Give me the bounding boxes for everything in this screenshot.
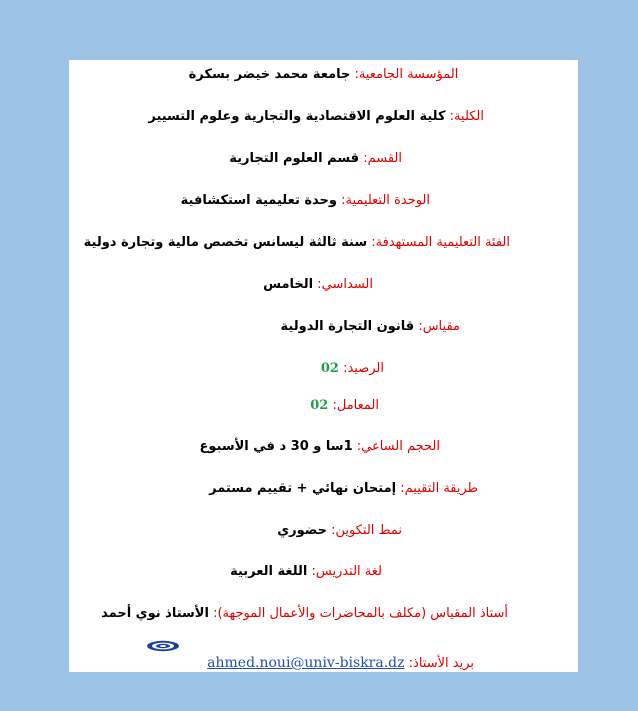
mail-logo-icon [146, 640, 180, 652]
target-value: سنة ثالثة ليسانس تخصص مالية وتجارة دولية [83, 235, 368, 250]
evaluation-row [77, 480, 478, 498]
credits-value: 02 [320, 361, 339, 376]
coefficient-value: 02 [310, 398, 329, 413]
semester-label: السداسي: [317, 277, 373, 292]
department-value: قسم العلوم التجارية [229, 151, 360, 166]
institution-value: جامعة محمد خيضر بسكرة [188, 67, 351, 82]
instructor-label: أستاذ المقياس (مكلف بالمحاضرات والأعمال الموجهة): [213, 606, 508, 621]
email-row [77, 654, 474, 673]
credits-row [77, 360, 384, 378]
course-label: مقياس: [418, 319, 460, 334]
coefficient-row [77, 397, 379, 415]
mode-row [77, 522, 402, 540]
hours-row [77, 438, 440, 456]
instructor-value: الأستاذ نوي أحمد [101, 606, 209, 621]
course-value: قانون التجارة الدولية [280, 319, 415, 334]
hours-label: الحجم الساعي: [356, 439, 440, 454]
institution-label: المؤسسة الجامعية: [354, 67, 459, 82]
department-label: القسم: [363, 151, 402, 166]
semester-row [77, 276, 373, 294]
language-value: اللغة العربية [230, 564, 308, 579]
target-label: الفئة التعليمية المستهدفة: [371, 235, 510, 250]
email-label: بريد الأستاذ: [408, 656, 474, 671]
unit-label: الوحدة التعليمية: [341, 193, 430, 208]
mode-value: حضوري [277, 523, 327, 538]
course-row [77, 318, 460, 336]
unit-row [77, 192, 430, 210]
language-row [77, 563, 382, 581]
coefficient-label: المعامل: [332, 398, 379, 413]
department-row [77, 150, 402, 168]
hours-value: 1سا و 30 د في الأسبوع [199, 439, 353, 454]
target-row [77, 234, 510, 252]
mode-label: نمط التكوين: [331, 523, 402, 538]
evaluation-label: طريقة التقييم: [400, 481, 478, 496]
faculty-row [77, 108, 484, 126]
faculty-value: كلية العلوم الاقتصادية والتجارية وعلوم التسيير [148, 109, 446, 124]
faculty-label: الكلية: [449, 109, 484, 124]
evaluation-value: إمتحان نهائي + تقييم مستمر [209, 481, 397, 496]
email-link[interactable]: ahmed.noui@univ-biskra.dz [207, 655, 405, 671]
semester-value: الخامس [263, 277, 314, 292]
unit-value: وحدة تعليمية استكشافية [180, 193, 337, 208]
language-label: لغة التدريس: [311, 564, 382, 579]
document-page [69, 60, 578, 672]
credits-label: الرصيد: [343, 361, 384, 376]
instructor-row [77, 605, 508, 623]
institution-row [129, 66, 518, 84]
